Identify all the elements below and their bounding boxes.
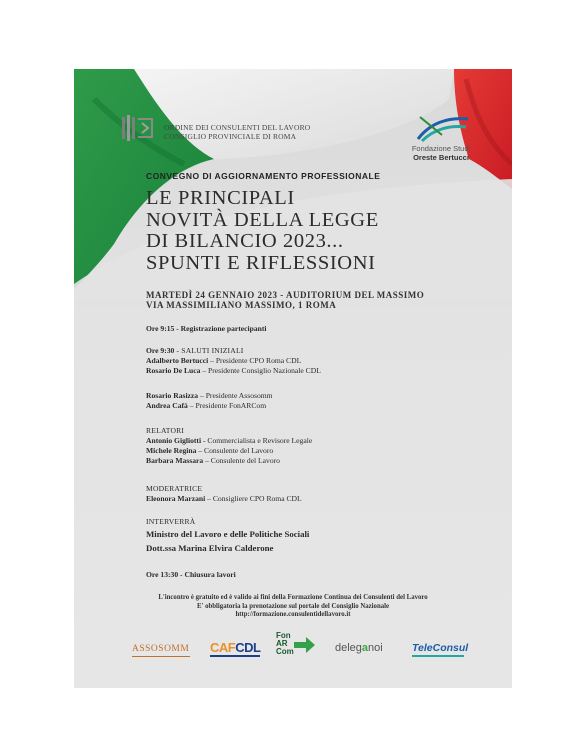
list-item: Barbara Massara – Consulente del Lavoro <box>146 456 280 465</box>
list-item: Rosario De Luca – Presidente Consiglio Nazionale CDL <box>146 366 321 375</box>
list-item: Andrea Cafà – Presidente FonARCom <box>146 401 267 410</box>
registration-text: - Registrazione partecipanti <box>174 324 267 333</box>
title-line: LE PRINCIPALI <box>146 187 295 209</box>
speakers-label: RELATORI <box>146 426 185 435</box>
org-line-2: CONSIGLIO PROVINCIALE DI ROMA <box>164 132 297 141</box>
footer-url: http://formazione.consulentidellavoro.it <box>235 611 351 618</box>
fondazione-studi-logo-icon <box>412 113 472 143</box>
will-attend-label: INTERVERRÀ <box>146 517 196 526</box>
speakers-section <box>146 426 312 466</box>
sponsor-logos <box>74 631 512 664</box>
event-title <box>146 188 379 274</box>
title-line: DI BILANCIO 2023... <box>146 230 344 252</box>
list-item: Eleonora Marzani – Consigliere CPO Roma CDL <box>146 494 302 503</box>
footer-line-1: L'incontro è gratuito ed è valido ai fini della Formazione Continua dei Consulenti del Lavoro <box>158 594 428 601</box>
moderator-label: MODERATRICE <box>146 484 203 493</box>
event-date: MARTEDÌ 24 GENNAIO 2023 - AUDITORIUM DEL MASSIMO <box>146 290 425 300</box>
foundation-line-1: Fondazione Studi <box>411 144 471 153</box>
greetings-time: Ore 9:30 <box>146 346 175 355</box>
closing-text: - Chiusura lavori <box>178 570 236 579</box>
minister-name: Dott.ssa Marina Elvira Calderone <box>146 543 274 553</box>
event-address: VIA MASSIMILIANO MASSIMO, 1 ROMA <box>146 300 337 310</box>
org-line-1: ORDINE DEI CONSULENTI DEL LAVORO <box>164 123 311 132</box>
foundation-line-2: Oreste Bertucci <box>413 153 469 162</box>
title-line: SPUNTI E RIFLESSIONI <box>146 251 376 274</box>
cafcdl-logo: CAFCDL <box>210 640 261 655</box>
list-item: Michele Regina – Consulente del Lavoro <box>146 446 274 455</box>
assosomm-logo: ASSOSOMM <box>132 644 190 657</box>
moderator-section <box>146 484 302 504</box>
footer-line-2: E' obbligatoria la prenotazione sul portale del Consiglio Nazionale <box>196 602 390 610</box>
teleconsul-logo: TeleConsul <box>412 642 468 657</box>
event-date-location <box>146 290 424 310</box>
will-attend-section <box>146 517 309 555</box>
ordine-consulenti-name <box>164 123 310 141</box>
list-item: Antonio Gigliotti - Commercialista e Revisore Legale <box>146 436 313 445</box>
assosomm-underline <box>132 656 190 657</box>
fonarcom-arrow-icon <box>294 636 316 654</box>
title-line: NOVITÀ DELLA LEGGE <box>146 208 379 231</box>
poster-header <box>74 69 512 169</box>
fondazione-studi-name <box>410 144 472 162</box>
list-item: Rosario Rasizza – Presidente Assosomm <box>146 391 273 400</box>
registration-time: Ore 9:15 <box>146 324 175 333</box>
cafcdl-underline <box>210 655 260 657</box>
event-poster <box>74 69 512 688</box>
event-subtitle: CONVEGNO DI AGGIORNAMENTO PROFESSIONALE <box>146 171 381 181</box>
greetings-section-2 <box>146 391 273 411</box>
closing-time: Ore 13:30 <box>146 570 179 579</box>
teleconsul-underline <box>412 655 464 657</box>
greetings-section <box>146 346 321 376</box>
registration-item <box>146 324 267 334</box>
fonarcom-logo: Fon AR Com <box>276 632 320 664</box>
list-item: Adalberto Bertucci – Presidente CPO Roma CDL <box>146 356 302 365</box>
minister-title: Ministro del Lavoro e delle Politiche Sociali <box>146 529 310 539</box>
closing-item <box>146 570 236 580</box>
ordine-consulenti-logo-icon <box>120 113 156 143</box>
event-footer-notes <box>74 594 512 620</box>
deleganoi-logo: deleganoi <box>335 642 383 654</box>
greetings-label: - SALUTI INIZIALI <box>174 346 244 355</box>
